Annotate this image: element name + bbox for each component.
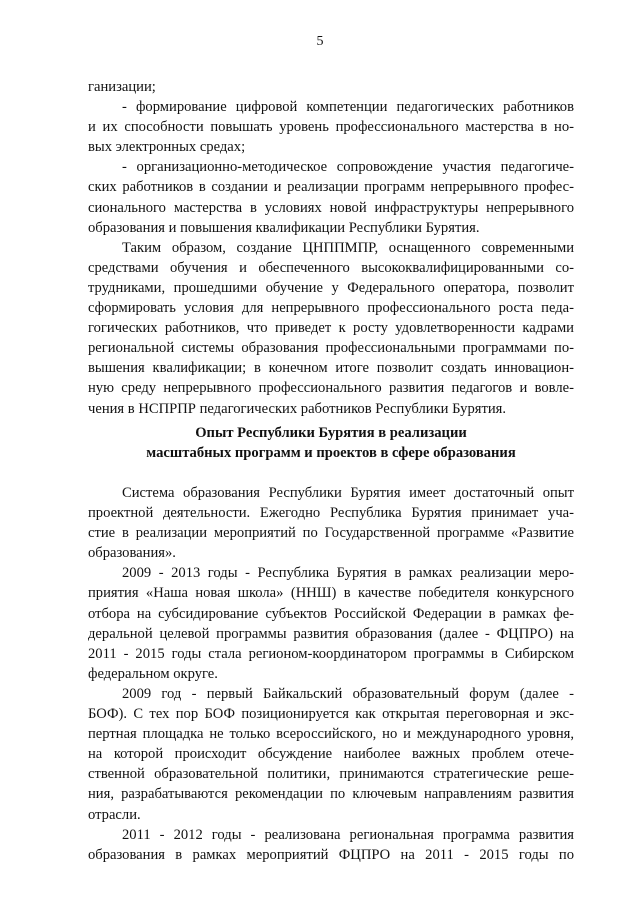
section-heading [88, 423, 574, 463]
text-line: Система образования Республики Бурятия имеет достаточный опыт [122, 485, 574, 501]
text-line: ских работников в создании и реализации программ непрерывного профес- [88, 179, 574, 196]
text-line: ную среду непрерывного профессионального развития педагогов и вовле- [88, 380, 574, 397]
text-line: отбора на субсидирование субъектов Российской Федерации в рамках фе- [88, 605, 574, 622]
text-line: вышения квалификации; в конечном итоге позволит создать инновацион- [88, 360, 574, 377]
text-line: БОФ). С тех пор БОФ позиционируется как открытая переговорная и экс- [88, 706, 574, 723]
text-line: 2009 - 2013 годы - Республика Бурятия в рамках реализации меро- [122, 565, 574, 582]
text-line: чения в НСПРПР педагогических работников Республики Бурятия. [88, 400, 507, 417]
text-line: образования». [88, 545, 176, 562]
text-line: на которой происходит обсуждение наиболее важных проблем отече- [88, 746, 574, 763]
text-line: ственной образовательной политики, принимаются стратегические реше- [88, 766, 574, 783]
text-line: сформировать условия для непрерывного профессионального роста педа- [88, 300, 574, 317]
text-line: приятия «Наша новая школа» (ННШ) в качестве победителя конкурсного [88, 585, 574, 602]
text-line: ния, разрабатываются рекомендации по ключевым направлениям развития [88, 786, 574, 803]
text-line: трудниками, прошедшими обучение у Федерального оператора, позволит [88, 279, 574, 296]
text-line: региональной системы образования профессиональными программами по- [88, 340, 574, 357]
text-line: проектной деятельности. Ежегодно Республика Бурятия принимает уча- [88, 505, 574, 522]
text-line: федеральном округе. [88, 665, 218, 682]
text-line: - формирование цифровой компетенции педагогических работников [122, 99, 574, 116]
text-line: гогических работников, что приведет к росту удовлетворенности кадрами [88, 320, 574, 337]
text-line: и их способности повышать уровень профессионального мастерства в но- [88, 119, 574, 136]
text-line: 2011 - 2015 годы стала регионом-координатором программы в Сибирском [88, 645, 574, 662]
text-line: стие в реализации мероприятий по Государственной программе «Развитие [88, 525, 574, 542]
text-line: средствами обучения и обеспеченного высококвалифицированными со- [88, 259, 574, 276]
text-line: сионального мастерства в условиях новой инфраструктуры непрерывного [88, 199, 574, 216]
section-heading-line-2: масштабных программ и проектов в сфере образования [146, 445, 516, 461]
text-line: образования и повышения квалификации Республики Бурятия. [88, 219, 480, 236]
text-line: деральной целевой программы развития образования (далее - ФЦПРО) на [88, 625, 574, 642]
text-line: вых электронных средах; [88, 139, 246, 156]
text-block-experience [88, 483, 574, 865]
section-heading-line-1: Опыт Республики Бурятия в реализации [195, 425, 467, 441]
text-line: 2011 - 2012 годы - реализована региональная программа развития [122, 826, 574, 843]
text-line: образования в рамках мероприятий ФЦПРО на 2011 - 2015 годы по [88, 846, 574, 863]
text-line: пертная площадка не только всероссийского, но и международного уровня, [88, 726, 574, 743]
text-line: 2009 год - первый Байкальский образовательный форум (далее - [122, 685, 574, 702]
text-line: ганизации; [88, 79, 156, 95]
text-line: - организационно-методическое сопровождение участия педагогиче- [122, 159, 574, 176]
text-line: отрасли. [88, 806, 141, 823]
page-number: 5 [316, 34, 324, 49]
text-block-intro [88, 77, 574, 419]
text-line: Таким образом, создание ЦНППМПР, оснащенного современными [122, 239, 574, 256]
